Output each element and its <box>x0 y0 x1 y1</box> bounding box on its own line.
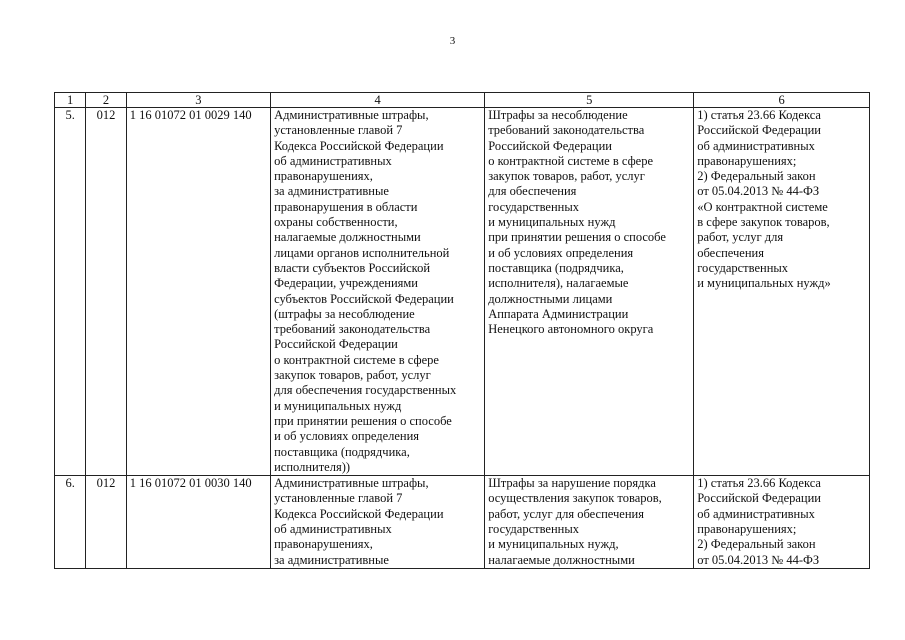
administrator-code: 012 <box>86 476 126 569</box>
legal-basis: 1) статья 23.66 Кодекса Российской Федерации об административных правонарушениях; 2) Федеральный закон от 05.04.2013 № 44-ФЗ «О контрактной системе в сфере закупок товаров, работ, услуг для обеспечения государственных и муниципальных нужд» <box>694 108 870 476</box>
column-header-6: 6 <box>694 93 870 108</box>
revenue-description: Штрафы за нарушение порядка осуществления закупок товаров, работ, услуг для обеспечения государственных и муниципальных нужд, налагаемые должностными <box>485 476 694 569</box>
column-header-1: 1 <box>55 93 86 108</box>
row-number: 5. <box>55 108 86 476</box>
row-number: 6. <box>55 476 86 569</box>
revenue-codes-table <box>54 92 870 569</box>
table-row <box>55 476 870 569</box>
table-row <box>55 108 870 476</box>
revenue-name: Административные штрафы, установленные главой 7 Кодекса Российской Федерации об административных правонарушениях, за административные <box>271 476 485 569</box>
column-header-4: 4 <box>271 93 485 108</box>
budget-classification-code: 1 16 01072 01 0030 140 <box>126 476 270 569</box>
table-header-row <box>55 93 870 108</box>
revenue-name: Административные штрафы, установленные главой 7 Кодекса Российской Федерации об административных правонарушениях, за административные правонарушения в области охраны собственности, налагаемые должностными лицами органов исполнительной власти субъектов Российской Федерации, учреждениями субъектов Российской Федерации (штрафы за несоблюдение требований законодательства Российской Федерации о контрактной системе в сфере закупок товаров, работ, услуг для обеспечения государственных и муниципальных нужд при принятии решения о способе и об условиях определения поставщика (подрядчика, исполнителя)) <box>271 108 485 476</box>
column-header-3: 3 <box>126 93 270 108</box>
revenue-description: Штрафы за несоблюдение требований законодательства Российской Федерации о контрактной системе в сфере закупок товаров, работ, услуг для обеспечения государственных и муниципальных нужд при принятии решения о способе и об условиях определения поставщика (подрядчика, исполнителя), налагаемые должностными лицами Аппарата Администрации Ненецкого автономного округа <box>485 108 694 476</box>
budget-classification-code: 1 16 01072 01 0029 140 <box>126 108 270 476</box>
legal-basis: 1) статья 23.66 Кодекса Российской Федерации об административных правонарушениях; 2) Федеральный закон от 05.04.2013 № 44-ФЗ <box>694 476 870 569</box>
column-header-5: 5 <box>485 93 694 108</box>
page-number: 3 <box>449 35 456 47</box>
column-header-2: 2 <box>86 93 126 108</box>
administrator-code: 012 <box>86 108 126 476</box>
